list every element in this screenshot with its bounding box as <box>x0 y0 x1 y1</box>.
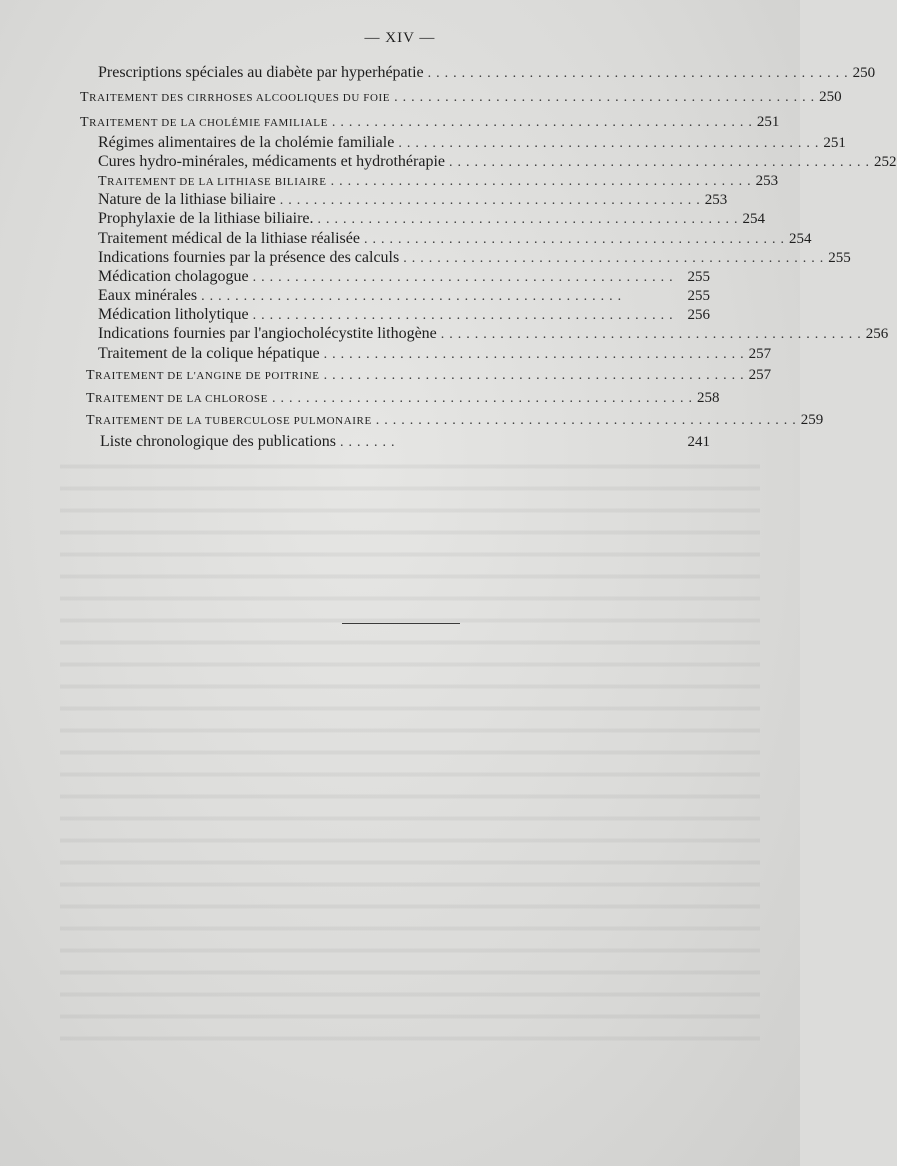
toc-entry-page: 257 <box>748 367 772 383</box>
toc-entry <box>98 343 772 365</box>
toc-entry <box>80 86 842 108</box>
leader-dots: .................................................. <box>427 66 853 81</box>
leader-dots: .................................................. <box>201 289 627 304</box>
toc-entry <box>98 62 876 84</box>
leader-dots: .................................................. <box>375 413 801 428</box>
toc-entry-page: 255 <box>687 288 710 304</box>
toc-entry-label: Liste chronologique des publications <box>100 433 336 450</box>
toc-entry-page: 250 <box>819 89 842 105</box>
toc-entry-page: 256 <box>687 307 710 323</box>
toc-entry-label: TRAITEMENT DE LA CHOLÉMIE FAMILIALE <box>80 115 328 130</box>
leader-dots: .................................................. <box>363 232 789 247</box>
toc-entry-page: 253 <box>704 192 728 208</box>
toc-entry-label: Indications fournies par l'angiocholécystite lithogène <box>98 325 437 342</box>
toc-entry-label: Médication litholytique <box>98 306 249 323</box>
toc-entry-page: 252 <box>874 154 897 170</box>
toc-entry-label: Médication cholagogue <box>98 268 249 285</box>
toc-entry-label: Traitement médical de la lithiase réalisée <box>98 230 360 247</box>
toc-entry-label: TRAITEMENT DE L'ANGINE DE POITRINE <box>86 368 320 383</box>
leader-dots: .................................................. <box>449 155 874 170</box>
leader-dots: .................................................. <box>252 270 678 285</box>
toc-entry-label: Prophylaxie de la lithiase biliaire. <box>98 210 314 227</box>
toc-entry-label: TRAITEMENT DE LA TUBERCULOSE PULMONAIRE <box>86 413 372 428</box>
toc-entry <box>86 364 772 386</box>
leader-dots: .................................................. <box>330 174 756 189</box>
toc-entry-page: 241 <box>687 434 710 450</box>
leader-dots: .................................................. <box>317 212 743 227</box>
toc-entry <box>80 111 780 133</box>
toc-entry <box>98 323 889 345</box>
toc-entry-page: 255 <box>828 250 851 266</box>
leader-dots: .................................................. <box>398 136 824 151</box>
toc-entry-label: TRAITEMENT DES CIRRHOSES ALCOOLIQUES DU FOIE <box>80 90 391 105</box>
leader-dots: .................................................. <box>252 308 678 323</box>
toc-entry-page: 251 <box>823 135 846 151</box>
toc-entry-page: 251 <box>756 114 780 130</box>
leader-dots: ....... <box>339 435 400 450</box>
toc-entry-page: 258 <box>696 390 720 406</box>
toc-entry-label: TRAITEMENT DE LA CHLOROSE <box>86 391 268 406</box>
leader-dots: .................................................. <box>323 347 749 362</box>
leader-dots: .................................................. <box>279 193 705 208</box>
toc-entry-label: Prescriptions spéciales au diabète par hyperhépatie <box>98 64 424 81</box>
toc-entry-label: Indications fournies par la présence des calculs <box>98 249 400 266</box>
toc-entry-page: 250 <box>852 65 876 81</box>
toc-entry-page: 259 <box>800 412 824 428</box>
toc-entry-label: Traitement de la colique hépatique <box>98 345 320 362</box>
leader-dots: .................................................. <box>394 90 820 105</box>
leader-dots: .................................................. <box>403 251 829 266</box>
leader-dots: .................................................. <box>331 115 757 130</box>
toc-entry <box>98 208 765 230</box>
toc-entry-page: 256 <box>865 326 889 342</box>
show-through-texture <box>60 450 760 1050</box>
toc-entry-label: Cures hydro-minérales, médicaments et hydrothérapie <box>98 153 445 170</box>
leader-dots: .................................................. <box>323 368 749 383</box>
leader-dots: .................................................. <box>440 327 866 342</box>
toc-entry-label: Régimes alimentaires de la cholémie familiale <box>98 134 395 151</box>
toc-entry <box>86 409 824 431</box>
toc-entry-label: TRAITEMENT DE LA LITHIASE BILIAIRE <box>98 174 327 189</box>
toc-entry-label: Eaux minérales <box>98 287 198 304</box>
toc-entry-page: 255 <box>687 269 710 285</box>
toc-entry <box>86 387 720 409</box>
leader-dots: .................................................. <box>271 391 697 406</box>
toc-entry-page: 253 <box>755 173 779 189</box>
toc-entry <box>100 431 710 453</box>
page-header: — XIV — <box>364 30 436 46</box>
toc-entry-page: 254 <box>788 231 812 247</box>
toc-entry-page: 257 <box>748 346 772 362</box>
toc-entry-page: 254 <box>742 211 765 227</box>
toc-entry-label: Nature de la lithiase biliaire <box>98 191 276 208</box>
divider-rule <box>342 623 460 624</box>
